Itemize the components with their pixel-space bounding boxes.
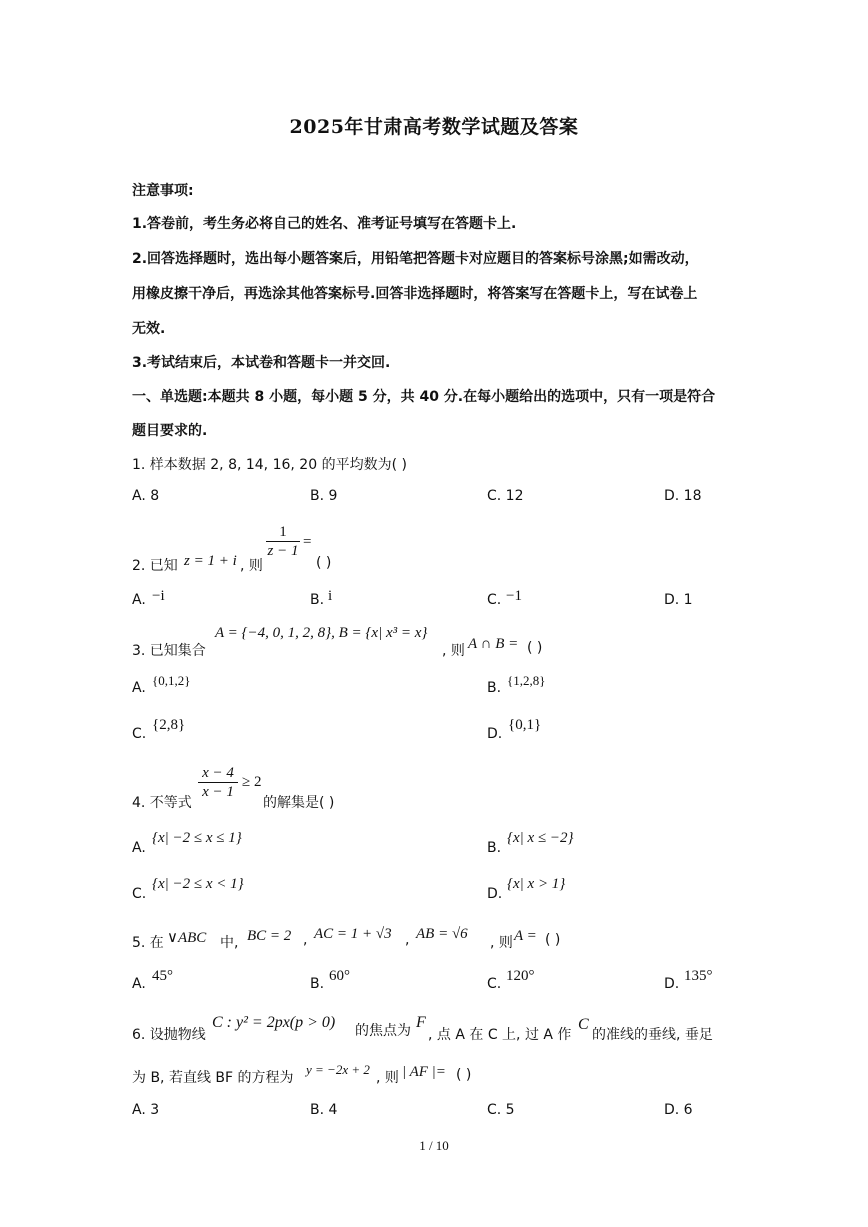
- question-2-condition: z = 1 + i: [184, 553, 237, 569]
- line-bf-equation: y = −2x + 2: [306, 1062, 370, 1077]
- q4-option-d-label: D.: [487, 886, 503, 902]
- q3-option-a-label: A.: [132, 680, 146, 696]
- q2-option-b-label: B.: [310, 592, 325, 608]
- section-heading-line-2: 题目要求的.: [132, 423, 208, 439]
- q4-option-b-value: {x| x ≤ −2}: [507, 830, 574, 846]
- side-bc: BC = 2: [247, 928, 292, 944]
- q3-option-b-value: {1,2,8}: [507, 673, 546, 688]
- q4-option-c-label: C.: [132, 886, 147, 902]
- angle-a: A =: [514, 928, 537, 944]
- section-heading-line-1: 一、单选题:本题共 8 小题，每小题 5 分，共 40 分.在每小题给出的选项中，只有一项是符合: [132, 389, 716, 405]
- answer-paren: ( ): [527, 640, 543, 656]
- q1-option-b: B. 9: [310, 488, 338, 504]
- question-2-prefix: 2. 已知: [132, 558, 178, 574]
- fraction-numerator: x − 4: [198, 764, 238, 783]
- fraction-numerator: 1: [266, 523, 300, 542]
- question-5-then: , 则: [490, 935, 513, 951]
- note-2-line-3: 无效.: [132, 321, 166, 337]
- equals-sign: =: [303, 534, 312, 550]
- q2-option-c-label: C.: [487, 592, 502, 608]
- page-number: 1 / 10: [419, 1138, 449, 1153]
- q5-option-a-value: 45°: [152, 968, 173, 984]
- q1-option-a: A. 8: [132, 488, 160, 504]
- q2-option-c-value: −1: [506, 588, 522, 604]
- q4-option-a-label: A.: [132, 840, 146, 856]
- q5-option-b-value: 60°: [329, 968, 350, 984]
- question-3-sets: A = {−4, 0, 1, 2, 8}, B = {x| x³ = x}: [215, 625, 428, 641]
- question-2-then: , 则: [240, 558, 263, 574]
- q5-option-d-value: 135°: [684, 968, 713, 984]
- fraction-denominator: x − 1: [202, 784, 234, 800]
- question-6-prefix: 6. 设抛物线: [132, 1027, 206, 1043]
- note-2-line-1: 2.回答选择题时，选出每小题答案后，用铅笔把答题卡对应题目的答案标号涂黑;如需改动，: [132, 251, 699, 267]
- answer-paren: ( ): [545, 932, 561, 948]
- question-5-zhong: 中,: [220, 935, 239, 951]
- question-1-stem: 1. 样本数据 2, 8, 14, 16, 20 的平均数为( ): [132, 457, 407, 473]
- q2-option-a-value: −i: [152, 588, 165, 604]
- question-3-then: , 则: [442, 643, 465, 659]
- answer-paren: ( ): [316, 555, 332, 571]
- q4-option-a-value: {x| −2 ≤ x ≤ 1}: [152, 830, 242, 846]
- q5-option-c-value: 120°: [506, 968, 535, 984]
- q5-option-c-label: C.: [487, 976, 502, 992]
- comma: ,: [303, 932, 308, 948]
- distance-af: | AF |=: [402, 1064, 446, 1080]
- q2-option-d: D. 1: [664, 592, 693, 608]
- notes-heading: 注意事项:: [132, 183, 194, 199]
- q6-option-a: A. 3: [132, 1102, 160, 1118]
- question-6-text-2: , 点 A 在 C 上, 过 A 作: [428, 1027, 572, 1043]
- note-2-line-2: 用橡皮擦干净后，再选涂其他答案标号.回答非选择题时，将答案写在答题卡上，写在试卷上: [132, 286, 698, 302]
- note-3: 3.考试结束后，本试卷和答题卡一并交回.: [132, 355, 391, 371]
- comma: ,: [405, 932, 410, 948]
- q3-option-d-value: {0,1}: [508, 717, 542, 733]
- question-6-text-1: 的焦点为: [355, 1023, 411, 1039]
- question-4-prefix: 4. 不等式: [132, 795, 192, 811]
- curve-c: C: [578, 1016, 589, 1033]
- q5-option-b-label: B.: [310, 976, 325, 992]
- q3-option-c-value: {2,8}: [152, 717, 186, 733]
- q3-option-b-label: B.: [487, 680, 502, 696]
- fraction-denominator: z − 1: [267, 543, 299, 559]
- q4-option-b-label: B.: [487, 840, 502, 856]
- q6-option-c: C. 5: [487, 1102, 515, 1118]
- question-4-suffix: 的解集是( ): [263, 795, 335, 811]
- focus-f: F: [416, 1014, 426, 1031]
- q4-option-d-value: {x| x > 1}: [507, 876, 566, 892]
- side-ac: AC = 1 + √3: [314, 926, 392, 942]
- q4-option-c-value: {x| −2 ≤ x < 1}: [152, 876, 244, 892]
- triangle-abc: ∨ABC: [167, 930, 207, 946]
- answer-paren: ( ): [456, 1067, 472, 1083]
- question-5-prefix: 5. 在: [132, 935, 164, 951]
- note-1: 1.答卷前，考生务必将自己的姓名、准考证号填写在答题卡上.: [132, 216, 517, 232]
- greater-equal-two: ≥ 2: [242, 774, 262, 790]
- q6-option-b: B. 4: [310, 1102, 338, 1118]
- q3-option-c-label: C.: [132, 726, 147, 742]
- q5-option-d-label: D.: [664, 976, 680, 992]
- side-ab: AB = √6: [416, 926, 468, 942]
- question-3-intersection: A ∩ B =: [468, 636, 519, 652]
- q3-option-d-label: D.: [487, 726, 503, 742]
- question-6-line-2a: 为 B, 若直线 BF 的方程为: [132, 1070, 294, 1086]
- q1-option-d: D. 18: [664, 488, 702, 504]
- question-3-prefix: 3. 已知集合: [132, 643, 206, 659]
- question-2-fraction: [266, 523, 300, 560]
- q5-option-a-label: A.: [132, 976, 146, 992]
- q1-option-c: C. 12: [487, 488, 524, 504]
- q2-option-b-value: i: [328, 588, 333, 604]
- parabola-equation: C : y² = 2px(p > 0): [212, 1014, 336, 1031]
- q6-option-d: D. 6: [664, 1102, 693, 1118]
- q3-option-a-value: {0,1,2}: [152, 673, 191, 688]
- question-6-text-3: 的准线的垂线, 垂足: [592, 1027, 713, 1043]
- question-4-fraction: [198, 764, 238, 801]
- document-title: 2025年甘肃高考数学试题及答案: [289, 116, 579, 138]
- question-6-then: , 则: [376, 1070, 399, 1086]
- q2-option-a-label: A.: [132, 592, 146, 608]
